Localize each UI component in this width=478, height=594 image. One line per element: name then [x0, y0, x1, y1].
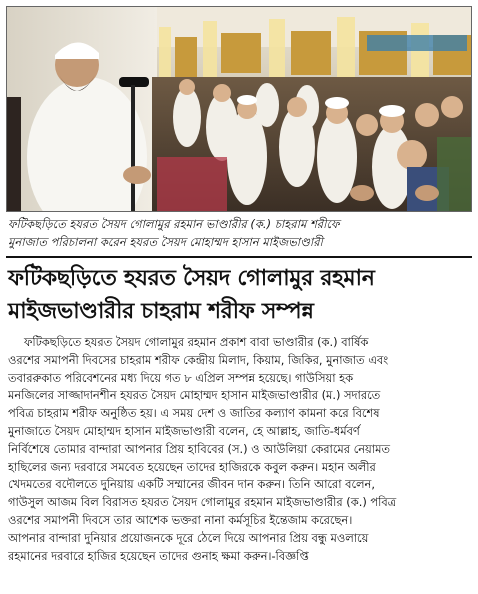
article-line: মনজিলের সাজ্জাদানশীন হযরত সৈয়দ মোহাম্মদ হাসান মাইজভাণ্ডারীর (ম.) সদারতে [8, 388, 381, 403]
divider [6, 256, 472, 258]
news-photo [6, 6, 472, 212]
article-line: ফটিকছড়িতে হযরত সৈয়দ গোলামুর রহমান প্রকাশ বাবা ভাণ্ডারীর (ক.) বার্ষিক [24, 335, 369, 349]
article-line: নির্বিশেষে তোমার বান্দারা আপনার প্রিয় হাবিবের (স.) ও আউলিয়া কেরামের নেয়ামত [8, 441, 390, 456]
article-line: পবিত্র চাহরাম শরীফ অনুষ্ঠিত হয়। এ সময় দেশ ও জাতির কল্যাণ কামনা করে বিশেষ [8, 406, 380, 421]
headline-line-1: ফটিকছড়িতে হযরত সৈয়দ গোলামুর রহমান [8, 266, 375, 291]
headline-line-2: মাইজভাণ্ডারীর চাহরাম শরীফ সম্পন্ন [8, 299, 314, 324]
article-line: আপনার বান্দারা দুনিয়ার প্রয়োজনকে দূরে ঠেলে দিয়ে আপনার প্রিয় বন্ধু মওলায়ে [8, 530, 369, 545]
article-line: তবাররুকাত পরিবেশনের মধ্য দিয়ে গত ৮ এপ্রিল সম্পন্ন হয়েছে। গাউসিয়া হক [8, 370, 354, 385]
headline [6, 262, 472, 328]
caption-line-2: মুনাজাত পরিচালনা করেন হযরত সৈয়দ মোহাম্মদ হাসান মাইজভাণ্ডারী [8, 235, 323, 249]
article-line: ওরশের সমাপনী দিবসে তার আশেক ভক্তরা নানা কর্মসূচির ইন্তেজাম করেছেন। [8, 512, 353, 527]
news-clipping [6, 6, 472, 582]
article-body [6, 334, 472, 565]
article-line: রহমানের দরবারে হাজির হয়েছেন তাদের গুনাহ ক্ষমা করুন।-বিজ্ঞপ্তি [8, 548, 309, 563]
article-line: মুনাজাতে সৈয়দ মোহাম্মদ হাসান মাইজভাণ্ডারী বলেন, হে আল্লাহ, জাতি-ধর্মবর্ণ [8, 423, 360, 438]
article-line: হাছিলের জন্য দরবারে সমবেত হয়েছেন তাদের হাজিরকে কবুল করুন। মহান অলীর [8, 459, 376, 474]
article-line: ওরশের সমাপনী দিবসের চাহরাম শরীফ কেন্দ্রীয় মিলাদ, কিয়াম, জিকির, মুনাজাত এবং [8, 352, 389, 367]
photo-caption [8, 215, 470, 253]
prayer-gathering-photo [7, 7, 471, 211]
caption-line-1: ফটিকছড়িতে হযরত সৈয়দ গোলামুর রহমান ভাণ্ডারীর (ক.) চাহরাম শরীফে [8, 217, 340, 231]
article-line: গাউসুল আজম বিল বিরাসত হযরত সৈয়দ গোলামুর রহমান মাইজভাণ্ডারীর (ক.) পবিত্র [8, 495, 397, 510]
article-line: খেদমতের বদৌলতে দুনিয়ায় একটি সম্মানের জীবন দান করুন। তিনি আরো বলেন, [8, 477, 375, 492]
